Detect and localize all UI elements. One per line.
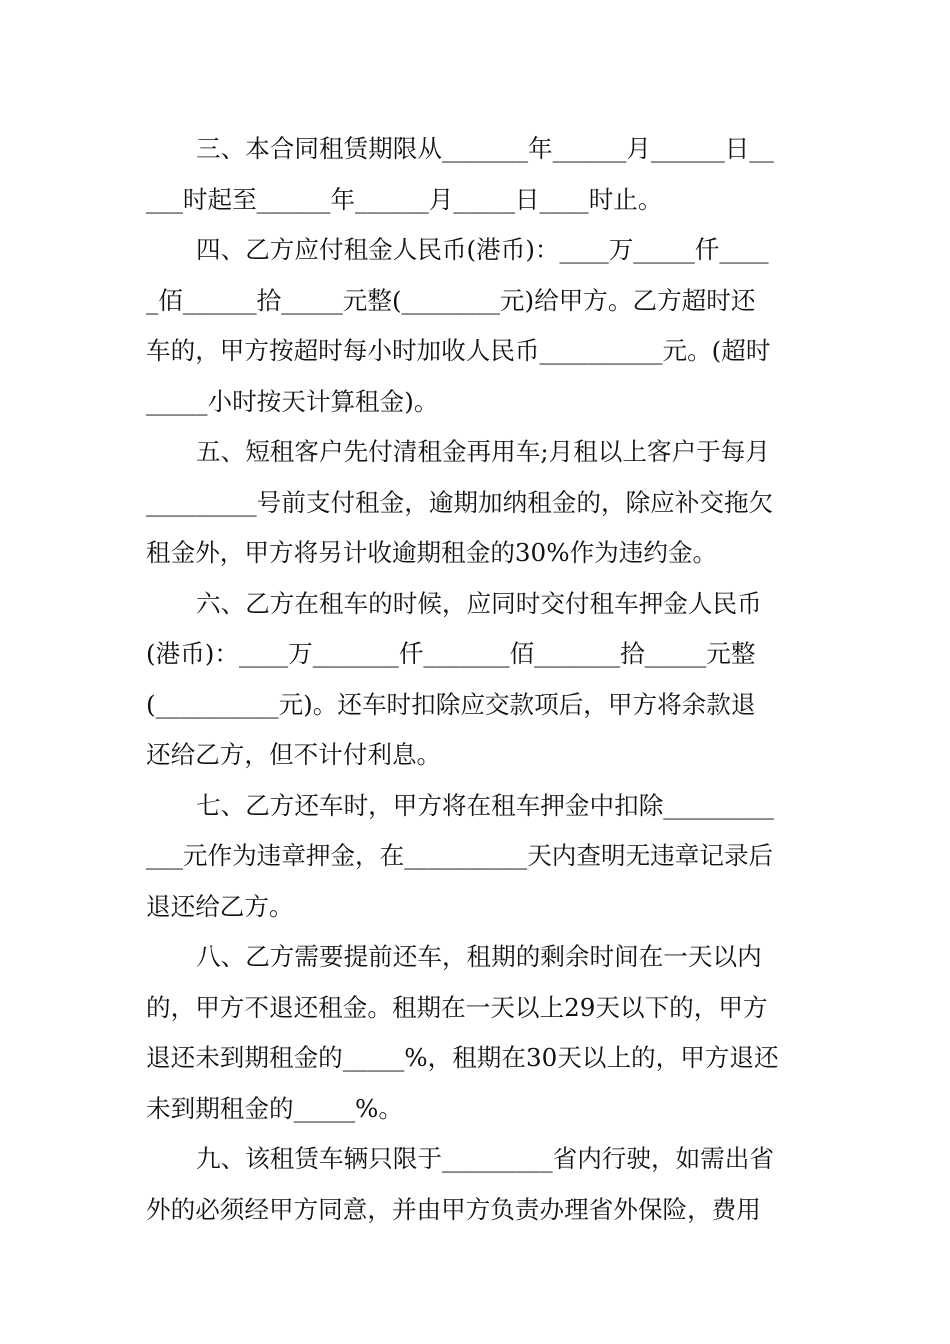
clause-8-line-3: 退还未到期租金的_____%，租期在30天以上的，甲方退还 [146,1043,779,1072]
clause-8-line-4: 未到期租金的_____%。 [146,1093,404,1123]
clause-5-line-1: 五、短租客户先付清租金再用车;月租以上客户于每月 [196,437,770,466]
clause-8-line-2: 的，甲方不退还租金。租期在一天以上29天以下的，甲方 [146,992,768,1022]
clause-7-line-1: 七、乙方还车时，甲方将在租车押金中扣除_________ [196,790,774,820]
clause-6-line-1: 六、乙方在租车的时候，应同时交付租车押金人民币 [196,588,762,618]
clause-4-line-3: 车的，甲方按超时每小时加收人民币__________元。(超时 [146,336,771,365]
clause-5-line-2: _________号前支付租金，逾期加纳租金的，除应补交拖欠 [146,487,774,517]
contract-body [146,124,808,1235]
clause-4-line-1: 四、乙方应付租金人民币(港币)：____万_____仟____ [196,235,769,264]
clause-5-line-3: 租金外，甲方将另计收逾期租金的30%作为违约金。 [146,538,718,567]
clause-6-line-4: 还给乙方，但不计付利息。 [146,740,442,769]
clause-6-line-3: (__________元)。还车时扣除应交款项后，甲方将余款退 [146,689,756,719]
clause-6-line-2: (港币)：____万_______仟_______佰_______拾_____元整 [146,639,756,668]
clause-3-line-1: 三、本合同租赁期限从_______年______月______日__ [196,134,774,163]
clause-9-line-1: 九、该租赁车辆只限于_________省内行驶，如需出省 [196,1144,774,1173]
clause-7-line-2: ___元作为违章押金，在__________天内查明无违章记录后 [146,841,774,870]
clause-7-line-3: 退还给乙方。 [146,891,294,921]
clause-9-line-2: 外的必须经甲方同意，并由甲方负责办理省外保险，费用 [146,1194,761,1224]
clause-8-line-1: 八、乙方需要提前还车，租期的剩余时间在一天以内 [196,942,762,971]
clause-3-line-2: ___时起至______年______月_____日____时止。 [146,184,663,214]
clause-4-line-4: _____小时按天计算租金)。 [146,386,439,416]
clause-4-line-2: _佰______拾_____元整(________元)给甲方。乙方超时还 [146,285,756,315]
